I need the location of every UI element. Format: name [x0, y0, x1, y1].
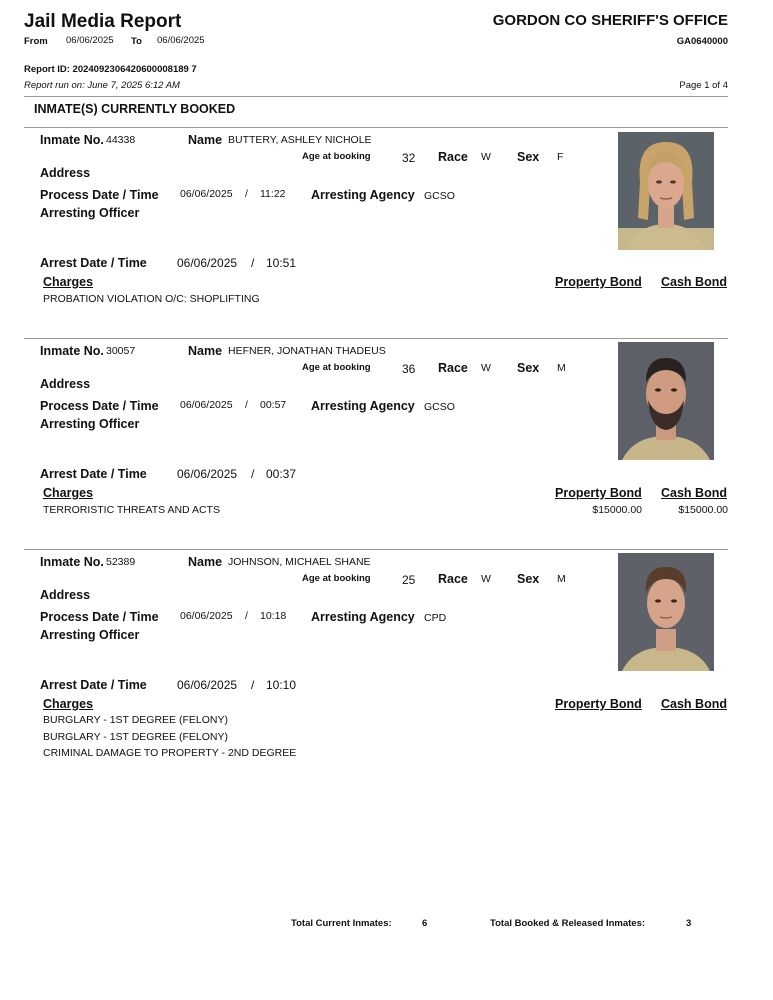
inmate-photo [618, 132, 714, 250]
arresting-officer-label: Arresting Officer [40, 417, 140, 431]
arresting-agency-label: Arresting Agency [311, 399, 415, 413]
charges-label: Charges [43, 697, 94, 711]
inmate-no-value: 44338 [106, 134, 136, 146]
to-date: 06/06/2025 [157, 35, 205, 46]
process-slash: / [245, 188, 248, 200]
process-date: 06/06/2025 [180, 610, 233, 622]
arrest-time: 10:10 [266, 678, 297, 692]
charge-item: CRIMINAL DAMAGE TO PROPERTY - 2ND DEGREE [43, 747, 297, 759]
arrest-slash: / [251, 467, 255, 481]
record-divider [24, 338, 728, 339]
sex-label: Sex [517, 150, 540, 164]
arrest-label: Arrest Date / Time [40, 467, 147, 481]
office-name: GORDON CO SHERIFF'S OFFICE [492, 12, 728, 29]
address-label: Address [40, 377, 91, 391]
sex-value: M [557, 573, 566, 585]
process-time: 11:22 [260, 188, 286, 200]
race-value: W [481, 573, 491, 585]
cash-bond-label: Cash Bond [661, 486, 727, 500]
report-title: Jail Media Report [24, 11, 182, 32]
arrest-date: 06/06/2025 [177, 256, 238, 270]
name-label: Name [188, 344, 223, 358]
arresting-agency-value: GCSO [424, 190, 455, 202]
charge-item: TERRORISTIC THREATS AND ACTS [43, 504, 220, 516]
age-label: Age at booking [302, 151, 371, 162]
age-value: 36 [402, 362, 416, 376]
total-released-value: 3 [686, 918, 692, 929]
name-value: BUTTERY, ASHLEY NICHOLE [228, 134, 372, 146]
arrest-date: 06/06/2025 [177, 678, 238, 692]
section-title: INMATE(S) CURRENTLY BOOKED [34, 102, 236, 116]
name-value: JOHNSON, MICHAEL SHANE [228, 556, 371, 568]
age-value: 25 [402, 573, 416, 587]
name-label: Name [188, 555, 223, 569]
report-id: Report ID: 2024092306420600008189 7 [24, 64, 197, 75]
property-bond-label: Property Bond [555, 486, 642, 500]
process-slash: / [245, 399, 248, 411]
process-date: 06/06/2025 [180, 399, 233, 411]
to-label: To [131, 36, 142, 47]
race-label: Race [438, 150, 468, 164]
sex-value: M [557, 362, 566, 374]
property-bond-label: Property Bond [555, 697, 642, 711]
arresting-agency-label: Arresting Agency [311, 610, 415, 624]
process-date: 06/06/2025 [180, 188, 233, 200]
arrest-slash: / [251, 256, 255, 270]
name-value: HEFNER, JONATHAN THADEUS [228, 345, 386, 357]
total-current-label: Total Current Inmates: [291, 918, 392, 929]
charge-item: BURGLARY - 1ST DEGREE (FELONY) [43, 714, 228, 726]
inmate-no-label: Inmate No. [40, 133, 104, 147]
inmate-no-label: Inmate No. [40, 344, 104, 358]
arresting-officer-label: Arresting Officer [40, 206, 140, 220]
inmate-no-value: 30057 [106, 345, 136, 357]
charges-label: Charges [43, 486, 94, 500]
charge-item: BURGLARY - 1ST DEGREE (FELONY) [43, 731, 228, 743]
process-time: 00:57 [260, 399, 287, 411]
report-run-date: Report run on: June 7, 2025 6:12 AM [24, 80, 180, 91]
arrest-label: Arrest Date / Time [40, 678, 147, 692]
process-time: 10:18 [260, 610, 287, 622]
arrest-time: 00:37 [266, 467, 297, 481]
from-label: From [24, 36, 48, 47]
address-label: Address [40, 588, 91, 602]
name-label: Name [188, 133, 223, 147]
cash-bond-label: Cash Bond [661, 275, 727, 289]
header-divider [24, 96, 728, 97]
arresting-agency-value: CPD [424, 612, 447, 624]
arresting-agency-value: GCSO [424, 401, 455, 413]
sex-label: Sex [517, 361, 540, 375]
charge-item: PROBATION VIOLATION O/C: SHOPLIFTING [43, 293, 260, 305]
agency-code: GA0640000 [676, 36, 728, 47]
age-label: Age at booking [302, 362, 371, 373]
record-divider [24, 549, 728, 550]
age-value: 32 [402, 151, 416, 165]
address-label: Address [40, 166, 91, 180]
race-value: W [481, 362, 491, 374]
arresting-agency-label: Arresting Agency [311, 188, 415, 202]
total-released-label: Total Booked & Released Inmates: [490, 918, 646, 929]
page-number: Page 1 of 4 [679, 80, 728, 91]
process-label: Process Date / Time [40, 188, 159, 202]
inmate-photo [618, 553, 714, 671]
arrest-label: Arrest Date / Time [40, 256, 147, 270]
section-divider [24, 127, 728, 128]
race-value: W [481, 151, 491, 163]
property-bond-label: Property Bond [555, 275, 642, 289]
inmate-no-value: 52389 [106, 556, 136, 568]
arresting-officer-label: Arresting Officer [40, 628, 140, 642]
arrest-slash: / [251, 678, 255, 692]
race-label: Race [438, 572, 468, 586]
cash-bond-value: $15000.00 [678, 504, 728, 516]
age-label: Age at booking [302, 573, 371, 584]
charges-label: Charges [43, 275, 94, 289]
arrest-time: 10:51 [266, 256, 297, 270]
arrest-date: 06/06/2025 [177, 467, 238, 481]
sex-label: Sex [517, 572, 540, 586]
process-label: Process Date / Time [40, 399, 159, 413]
sex-value: F [557, 151, 564, 163]
from-date: 06/06/2025 [66, 35, 114, 46]
property-bond-value: $15000.00 [592, 504, 642, 516]
process-label: Process Date / Time [40, 610, 159, 624]
inmate-no-label: Inmate No. [40, 555, 104, 569]
total-current-value: 6 [422, 918, 428, 929]
cash-bond-label: Cash Bond [661, 697, 727, 711]
race-label: Race [438, 361, 468, 375]
process-slash: / [245, 610, 248, 622]
inmate-photo [618, 342, 714, 460]
